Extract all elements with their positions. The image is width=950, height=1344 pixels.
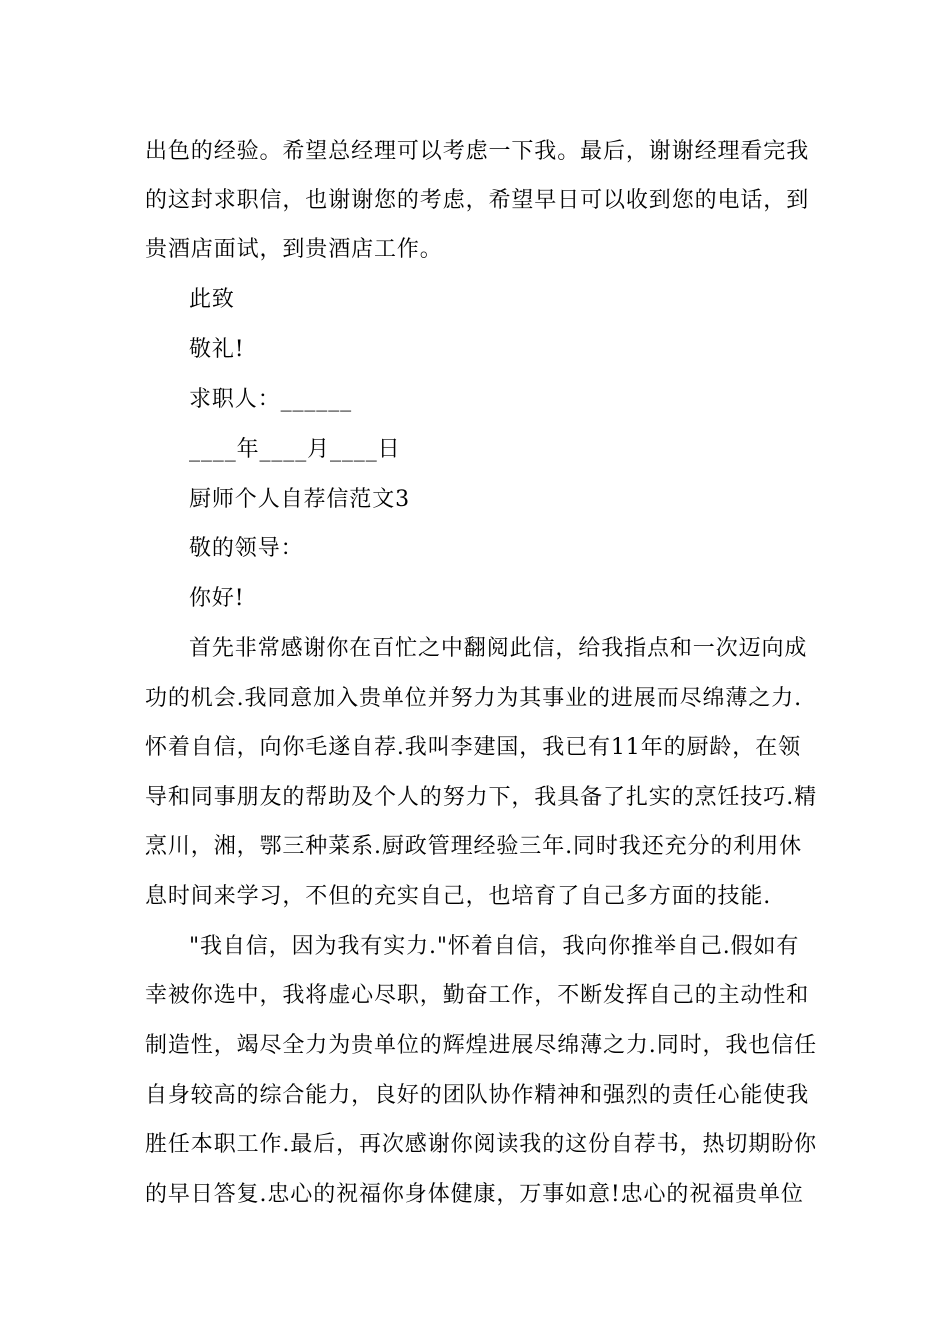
- closing-salutation: 此致: [189, 287, 235, 312]
- text-line: 息时间来学习，不但的充实自己，也培育了自己多方面的技能.: [145, 884, 772, 909]
- section-title: 厨师个人自荐信范文3: [189, 487, 410, 512]
- text-line: 首先非常感谢你在百忙之中翻阅此信，给我指点和一次迈向成: [189, 636, 808, 661]
- text-line: 烹川，湘，鄂三种菜系.厨政管理经验三年.同时我还充分的利用休: [145, 834, 802, 859]
- text-line: 的这封求职信，也谢谢您的考虑，希望早日可以收到您的电话，到: [145, 188, 810, 213]
- closing-regards: 敬礼!: [189, 337, 245, 362]
- text-line: "我自信，因为我有实力."怀着自信，我向你推举自己.假如有: [189, 934, 800, 959]
- text-line: 制造性，竭尽全力为贵单位的辉煌进展尽绵薄之力.同时，我也信任: [145, 1033, 817, 1058]
- letter-salutation: 敬的领导：: [189, 536, 304, 561]
- date-line: ____年____月____日: [189, 437, 401, 462]
- text-line: 幸被你选中，我将虚心尽职，勤奋工作，不断发挥自己的主动性和: [145, 983, 810, 1008]
- text-line: 胜任本职工作.最后，再次感谢你阅读我的这份自荐书，热切期盼你: [145, 1132, 817, 1157]
- applicant-signature-line: 求职人：______: [189, 387, 353, 412]
- text-line: 导和同事朋友的帮助及个人的努力下，我具备了扎实的烹饪技巧.精: [145, 785, 817, 810]
- letter-greeting: 你好!: [189, 586, 245, 611]
- text-line: 自身较高的综合能力，良好的团队协作精神和强烈的责任心能使我: [145, 1083, 810, 1108]
- text-line: 出色的经验。希望总经理可以考虑一下我。最后，谢谢经理看完我: [145, 139, 810, 164]
- text-line: 贵酒店面试，到贵酒店工作。: [145, 237, 443, 262]
- text-line: 的早日答复.忠心的祝福你身体健康，万事如意!忠心的祝福贵单位: [145, 1182, 804, 1207]
- text-line: 功的机会.我同意加入贵单位并努力为其事业的进展而尽绵薄之力.: [145, 686, 802, 711]
- text-line: 怀着自信，向你毛遂自荐.我叫李建国，我已有11年的厨龄，在领: [145, 735, 801, 760]
